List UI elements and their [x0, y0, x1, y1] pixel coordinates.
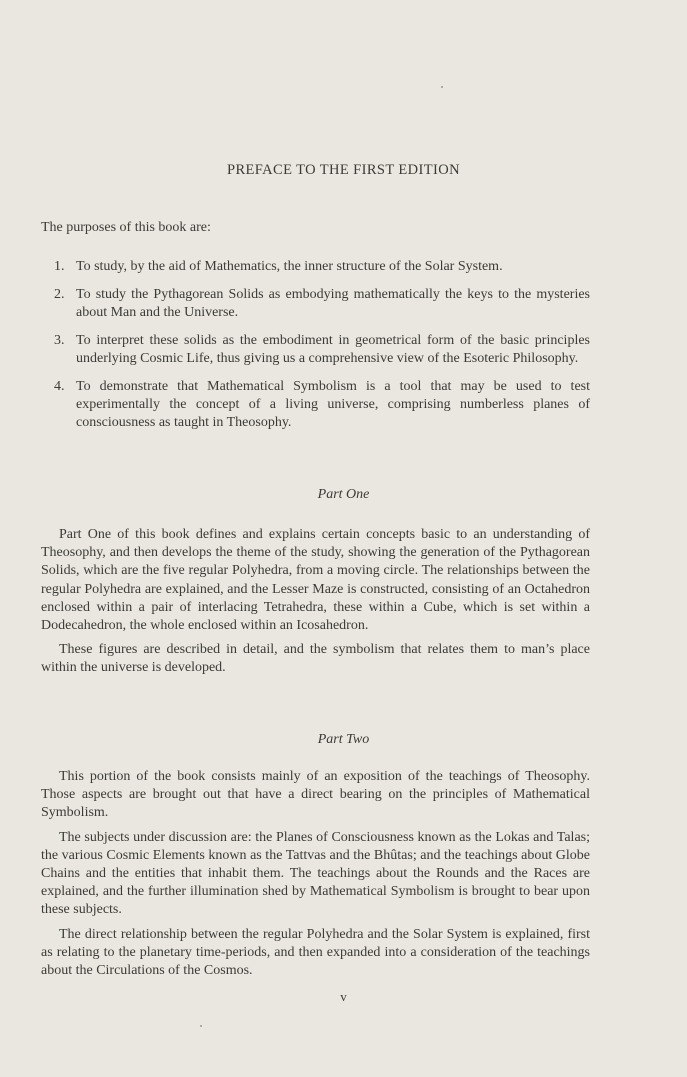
- list-item-text: To study the Pythagorean Solids as embodying mathematically the keys to the mysteries about Man and the Universe.: [76, 287, 590, 320]
- list-item-number: 1.: [54, 259, 65, 274]
- list-item-number: 4.: [54, 379, 65, 394]
- part-two-body: [41, 768, 590, 986]
- list-item: [54, 332, 590, 368]
- part-one-body: [41, 526, 590, 684]
- list-item: [54, 258, 590, 276]
- list-item-text: To interpret these solids as the embodiment in geometrical form of the basic principles underlying Cosmic Life, thus giving us a comprehensive view of the Esoteric Philosophy.: [76, 333, 590, 366]
- paragraph: The direct relationship between the regular Polyhedra and the Solar System is explained, first as relating to the planetary time-periods, and then expanded into a consideration of the teachings about the Circulations of the Cosmos.: [41, 926, 590, 979]
- list-item-number: 3.: [54, 333, 65, 348]
- paragraph: Part One of this book defines and explains certain concepts basic to an understanding of Theosophy, and then develops the theme of the study, showing the generation of the Pythagorean Solids, which are the five regular Polyhedra, from a moving circle. The relationships between the regular Polyhedra are explained, and the Lesser Maze is constructed, consisting of an Octahedron enclosed within a pair of interlacing Tetrahedra, these within a Cube, which is set within a Dodecahedron, the whole enclosed within an Icosahedron.: [41, 527, 590, 634]
- paper-speck: [441, 86, 443, 88]
- part-one-heading: Part One: [317, 487, 370, 502]
- purposes-list: [54, 258, 590, 442]
- list-item-number: 2.: [54, 287, 65, 302]
- paragraph: These figures are described in detail, and the symbolism that relates them to man’s place within the universe is developed.: [41, 642, 590, 676]
- list-item: [54, 378, 590, 432]
- list-item: [54, 286, 590, 322]
- page-title: PREFACE TO THE FIRST EDITION: [226, 162, 461, 178]
- paragraph: The subjects under discussion are: the Planes of Consciousness known as the Lokas and Talas; the various Cosmic Elements known as the Tattvas and the Bhûtas; and the teachings about Globe Chains and the entities that inhabit them. The teachings about the Rounds and the Races are explained, and the further illumination shed by Mathematical Symbolism is brought to bear upon these subjects.: [41, 829, 590, 918]
- list-item-text: To demonstrate that Mathematical Symbolism is a tool that may be used to test experimentally the concept of a living universe, comprising numberless planes of consciousness as taught in Theosophy.: [76, 379, 590, 430]
- page-number: v: [340, 989, 347, 1004]
- paragraph: This portion of the book consists mainly of an exposition of the teachings of Theosophy. Those aspects are brought out that have a direct bearing on the principles of Mathematical Symbolism.: [41, 769, 590, 821]
- paper-speck: [200, 1025, 202, 1027]
- part-two-heading: Part Two: [317, 732, 370, 747]
- intro-text: The purposes of this book are:: [41, 220, 211, 235]
- list-item-text: To study, by the aid of Mathematics, the inner structure of the Solar System.: [76, 259, 503, 274]
